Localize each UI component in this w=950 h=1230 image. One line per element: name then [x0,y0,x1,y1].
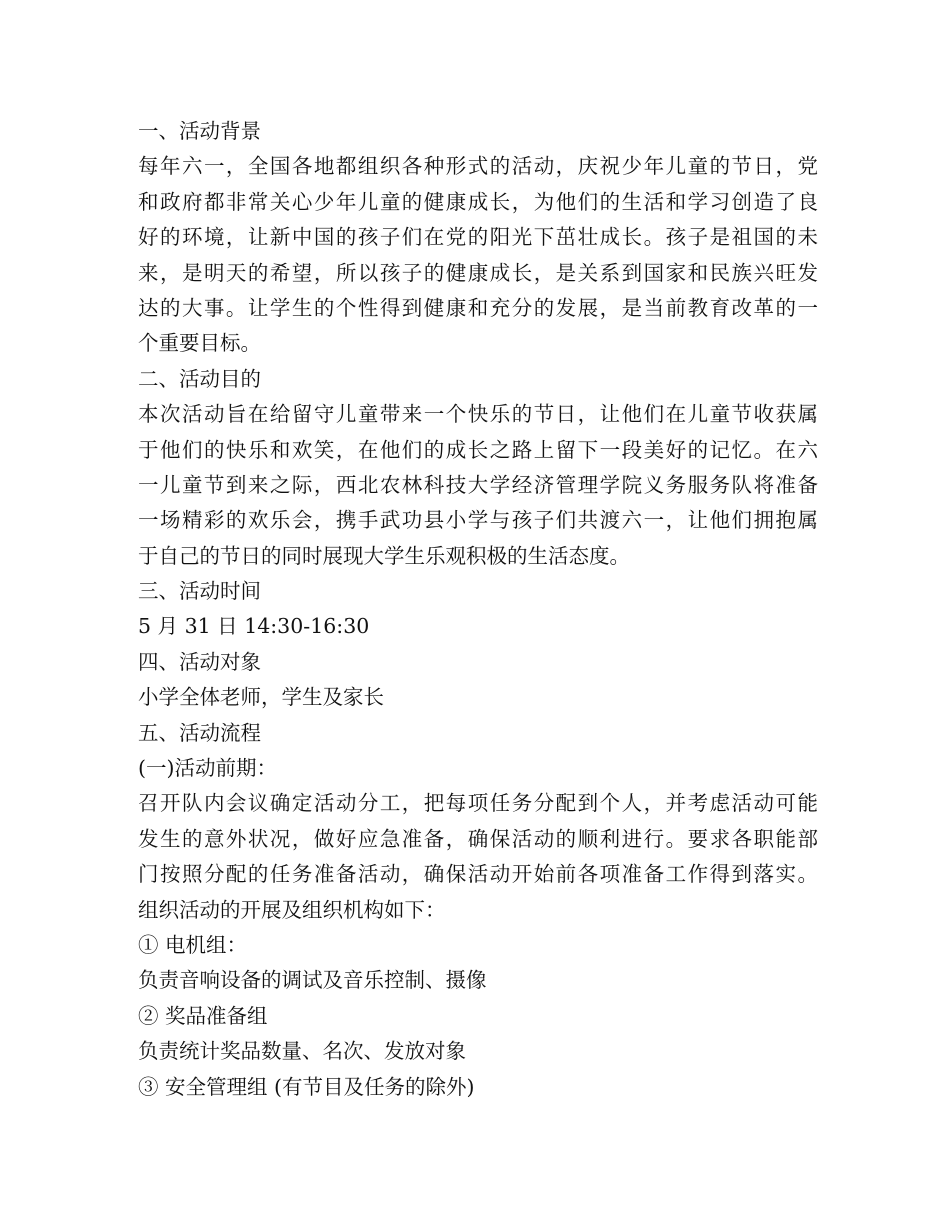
activity-audience-value: 小学全体老师，学生及家长 [138,685,384,710]
paragraph-line: 门按照分配的任务准备活动，确保活动开始前各项准备工作得到落实。 [138,862,818,887]
paragraph-line: 个重要目标。 [138,331,261,356]
paragraph-line: 发生的意外状况，做好应急准备，确保活动的顺利进行。要求各职能部 [138,826,818,851]
paragraph-line: 一儿童节到来之际，西北农林科技大学经济管理学院义务服务队将准备 [138,472,818,497]
section-heading-process: 五、活动流程 [138,720,261,745]
section-heading-audience: 四、活动对象 [138,649,261,674]
paragraph-line: 于他们的快乐和欢笑，在他们的成长之路上留下一段美好的记忆。在六 [138,437,818,462]
section-heading-purpose: 二、活动目的 [138,366,261,391]
paragraph-line: 好的环境，让新中国的孩子们在党的阳光下茁壮成长。孩子是祖国的未 [138,225,818,250]
group-duty-electrical: 负责音响设备的调试及音乐控制、摄像 [138,968,487,993]
activity-time-value: 5 月 31 日 14:30-16:30 [138,614,370,639]
paragraph-line: 每年六一，全国各地都组织各种形式的活动，庆祝少年儿童的节日，党 [138,154,818,179]
group-title-electrical: ① 电机组： [138,932,248,957]
group-duty-prizes: 负责统计奖品数量、名次、发放对象 [138,1039,466,1064]
paragraph-line: 达的大事。让学生的个性得到健康和充分的发展，是当前教育改革的一 [138,295,818,320]
paragraph-line: 一场精彩的欢乐会，携手武功县小学与孩子们共渡六一，让他们拥抱属 [138,508,818,533]
paragraph-line: 本次活动旨在给留守儿童带来一个快乐的节日，让他们在儿童节收获属 [138,402,818,427]
paragraph-line: 和政府都非常关心少年儿童的健康成长，为他们的生活和学习创造了良 [138,189,818,214]
paragraph-line: 召开队内会议确定活动分工，把每项任务分配到个人，并考虑活动可能 [138,791,818,816]
section-heading-background: 一、活动背景 [138,119,261,143]
paragraph-line: 于自己的节日的同时展现大学生乐观积极的生活态度。 [138,543,630,568]
section-heading-time: 三、活动时间 [138,579,261,604]
paragraph-line: 组织活动的开展及组织机构如下： [138,897,446,922]
group-title-prizes: ② 奖品准备组 [138,1003,268,1028]
document-body [138,114,818,1105]
group-title-safety: ③ 安全管理组 (有节目及任务的除外) [138,1074,475,1099]
paragraph-line: 来，是明天的希望，所以孩子的健康成长，是关系到国家和民族兴旺发 [138,260,818,285]
process-subheading: (一)活动前期： [138,756,277,781]
